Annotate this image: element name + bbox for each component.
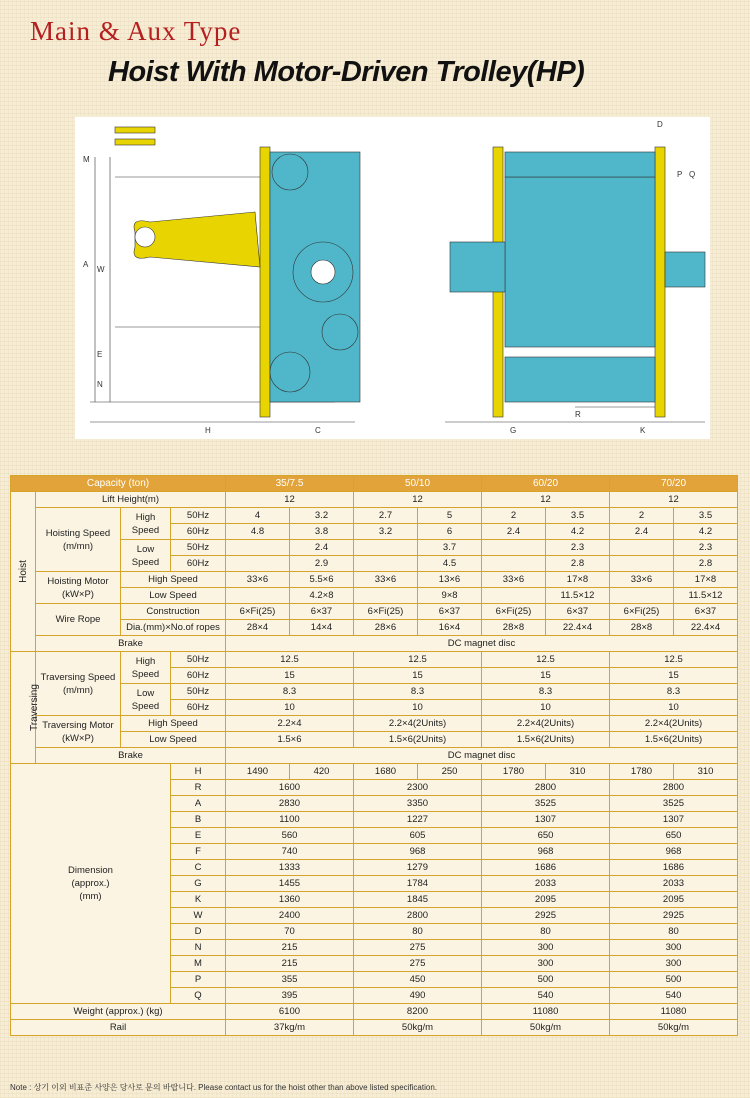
cell: 12 [226,492,354,508]
dim-key: E [171,828,226,844]
cell: 968 [482,844,610,860]
cell: 4.2 [674,524,738,540]
table-row [11,1004,738,1020]
cell [226,540,290,556]
cell: 215 [226,940,354,956]
cell: 2.3 [546,540,610,556]
cell: 5 [418,508,482,524]
cell: 1333 [226,860,354,876]
table-row [11,684,738,700]
traversing-section-label: Traversing [11,652,36,764]
cell: 1.5×6(2Units) [610,732,738,748]
table-row [11,540,738,556]
cell: 3.2 [290,508,354,524]
cell: 300 [610,940,738,956]
weight-label: Weight (approx.) (kg) [11,1004,226,1020]
cell: 6×Fi(25) [226,604,290,620]
label-m: M [83,155,90,164]
hoisting-speed-label: Hoisting Speed (m/mn) [36,508,121,572]
brake-label: Brake [36,636,226,652]
cell: 33×6 [226,572,290,588]
dim-key: D [171,924,226,940]
cell: 1100 [226,812,354,828]
cell: 12.5 [482,652,610,668]
cell: 1.5×6 [226,732,354,748]
cell: 275 [354,956,482,972]
cell: 395 [226,988,354,1004]
cell: 3.7 [418,540,482,556]
cell: 2.2×4(2Units) [354,716,482,732]
hz-label: 50Hz [171,684,226,700]
hoist-section-label: Hoist [11,492,36,652]
cell: DC magnet disc [226,636,738,652]
cell: 37kg/m [226,1020,354,1036]
cell: 11080 [482,1004,610,1020]
cell: 740 [226,844,354,860]
cell: 1680 [354,764,418,780]
cell [354,556,418,572]
cell: 2095 [610,892,738,908]
cell: 28×4 [226,620,290,636]
capacity-2: 50/10 [354,476,482,492]
brake-label: Brake [36,748,226,764]
dim-key: H [171,764,226,780]
table-row [11,1020,738,1036]
cell: 10 [482,700,610,716]
high-speed-label: High Speed [121,716,226,732]
cell: 540 [482,988,610,1004]
low-speed-label: Low Speed [121,588,226,604]
cell: 11.5×12 [674,588,738,604]
front-view [445,120,705,435]
cell: 3.5 [674,508,738,524]
hoist-drawing [75,117,710,439]
wire-rope-label: Wire Rope [36,604,121,636]
cell: 4.8 [226,524,290,540]
cell: 13×6 [418,572,482,588]
table-row [11,604,738,620]
cell: 12.5 [354,652,482,668]
capacity-4: 70/20 [610,476,738,492]
high-speed-label: High Speed [121,572,226,588]
cell: 4.5 [418,556,482,572]
cell: 4.2×8 [290,588,354,604]
dim-key: P [171,972,226,988]
cell: 9×8 [418,588,482,604]
label-k: K [640,426,646,435]
cell: 968 [354,844,482,860]
label-g: G [510,426,517,435]
cell [354,540,418,556]
dim-key: G [171,876,226,892]
cell: 3.2 [354,524,418,540]
low-speed-label: Low Speed [121,732,226,748]
table-row [11,508,738,524]
label-w: W [97,265,105,274]
cell: 300 [482,956,610,972]
low-speed-label: Low Speed [121,684,171,716]
capacity-3: 60/20 [482,476,610,492]
label-q: Q [689,170,696,179]
cell: 50kg/m [482,1020,610,1036]
cell: 11080 [610,1004,738,1020]
cell: 6×Fi(25) [610,604,674,620]
hoisting-motor-label: Hoisting Motor (kW×P) [36,572,121,604]
cell: 2095 [482,892,610,908]
table-row [11,492,738,508]
cell: 650 [610,828,738,844]
cell: 2033 [610,876,738,892]
cell: 28×6 [354,620,418,636]
cell: 540 [610,988,738,1004]
table-row [11,764,738,780]
cell: 300 [610,956,738,972]
hz-label: 60Hz [171,556,226,572]
cell [610,556,674,572]
hz-label: 60Hz [171,700,226,716]
cell: 6×37 [546,604,610,620]
cell: 605 [354,828,482,844]
traversing-speed-label: Traversing Speed (m/mn) [36,652,121,716]
cell: 6 [418,524,482,540]
cell: 80 [610,924,738,940]
cell: 2.3 [674,540,738,556]
cell: 275 [354,940,482,956]
cell: 5.5×6 [290,572,354,588]
cell: 33×6 [482,572,546,588]
cell: 3350 [354,796,482,812]
table-row [11,572,738,588]
cell: 1686 [610,860,738,876]
cell: 310 [674,764,738,780]
capacity-label: Capacity (ton) [11,476,226,492]
cell: 1227 [354,812,482,828]
cell: 80 [482,924,610,940]
table-row [11,620,738,636]
cell: 28×8 [610,620,674,636]
cell: 420 [290,764,354,780]
hz-label: 50Hz [171,540,226,556]
cell: 2 [482,508,546,524]
cell: 3.8 [290,524,354,540]
cell [354,588,418,604]
cell: 500 [482,972,610,988]
cell: 1360 [226,892,354,908]
cell: 50kg/m [354,1020,482,1036]
cell: 6×Fi(25) [354,604,418,620]
cell: 1600 [226,780,354,796]
cell: 650 [482,828,610,844]
footnote: Note : 상기 이외 비표준 사양은 당사로 문의 바랍니다. Please contact us for the hoist other than above listed specification. [10,1083,437,1092]
dim-key: N [171,940,226,956]
dia-label: Dia.(mm)×No.of ropes [121,620,226,636]
cell: 2.9 [290,556,354,572]
lift-height-label: Lift Height(m) [36,492,226,508]
cell: 33×6 [610,572,674,588]
cell: 8.3 [226,684,354,700]
cell: 250 [418,764,482,780]
cell: 15 [482,668,610,684]
cell: 1.5×6(2Units) [482,732,610,748]
cell: 2400 [226,908,354,924]
cell: 215 [226,956,354,972]
table-row [11,732,738,748]
cell: 15 [226,668,354,684]
table-row [11,636,738,652]
cell: 2.4 [290,540,354,556]
cell: 1455 [226,876,354,892]
hz-label: 50Hz [171,508,226,524]
cell: 2.2×4 [226,716,354,732]
cell: 2.7 [354,508,418,524]
cell: 1.5×6(2Units) [354,732,482,748]
cell: 10 [354,700,482,716]
label-d: D [657,120,663,129]
cell: 17×8 [674,572,738,588]
high-speed-label: High Speed [121,652,171,684]
hz-label: 50Hz [171,652,226,668]
cell [482,588,546,604]
cell: 10 [226,700,354,716]
cell: 2.4 [482,524,546,540]
cell: 4 [226,508,290,524]
cell: 6×37 [418,604,482,620]
cell: 80 [354,924,482,940]
cell: 2.8 [546,556,610,572]
construction-label: Construction [121,604,226,620]
cell: DC magnet disc [226,748,738,764]
cell: 2.4 [610,524,674,540]
cell: 2925 [610,908,738,924]
cell [610,540,674,556]
cell: 33×6 [354,572,418,588]
dim-key: Q [171,988,226,1004]
dim-key: A [171,796,226,812]
cell: 16×4 [418,620,482,636]
cell: 490 [354,988,482,1004]
cell: 2.2×4(2Units) [482,716,610,732]
cell [226,588,290,604]
dim-key: R [171,780,226,796]
cell: 2.2×4(2Units) [610,716,738,732]
cell: 1784 [354,876,482,892]
label-a: A [83,260,89,269]
high-speed-label: High Speed [121,508,171,540]
cell: 14×4 [290,620,354,636]
cell: 1845 [354,892,482,908]
cell: 2300 [354,780,482,796]
low-speed-label: Low Speed [121,540,171,572]
dimension-label: Dimension (approx.) (mm) [11,764,171,1004]
cell: 1279 [354,860,482,876]
cell: 1307 [482,812,610,828]
cell: 12 [610,492,738,508]
cell: 22.4×4 [546,620,610,636]
cell: 15 [610,668,738,684]
cell: 50kg/m [610,1020,738,1036]
cell: 500 [610,972,738,988]
cell: 12.5 [610,652,738,668]
side-view [83,127,360,435]
cell: 2830 [226,796,354,812]
cell: 1780 [482,764,546,780]
dim-key: B [171,812,226,828]
capacity-1: 35/7.5 [226,476,354,492]
cell: 1490 [226,764,290,780]
cell: 15 [354,668,482,684]
cell: 2800 [482,780,610,796]
cell: 11.5×12 [546,588,610,604]
page-title: Hoist With Motor-Driven Trolley(HP) [108,56,585,88]
cell: 2033 [482,876,610,892]
cell [226,556,290,572]
cell: 2 [610,508,674,524]
table-row [11,716,738,732]
cell: 2800 [354,908,482,924]
table-row [11,588,738,604]
cell: 6×37 [674,604,738,620]
rail-label: Rail [11,1020,226,1036]
cell: 3525 [610,796,738,812]
label-c: C [315,426,321,435]
dim-key: C [171,860,226,876]
cell: 6×37 [290,604,354,620]
cell: 2925 [482,908,610,924]
cell: 12 [482,492,610,508]
cell: 3525 [482,796,610,812]
dim-key: K [171,892,226,908]
cell: 2.8 [674,556,738,572]
cell: 8.3 [610,684,738,700]
cell: 355 [226,972,354,988]
hz-label: 60Hz [171,668,226,684]
cell: 1780 [610,764,674,780]
cell: 8.3 [482,684,610,700]
cell: 17×8 [546,572,610,588]
table-row [11,652,738,668]
cell: 300 [482,940,610,956]
subtitle: Main & Aux Type [30,16,242,46]
dim-key: M [171,956,226,972]
table-header-row [11,476,738,492]
dim-key: W [171,908,226,924]
cell: 12.5 [226,652,354,668]
cell: 450 [354,972,482,988]
cell: 6×Fi(25) [482,604,546,620]
cell: 70 [226,924,354,940]
cell: 12 [354,492,482,508]
traversing-motor-label: Traversing Motor (kW×P) [36,716,121,748]
cell: 8200 [354,1004,482,1020]
cell: 3.5 [546,508,610,524]
label-r: R [575,410,581,419]
cell [610,588,674,604]
label-h: H [205,426,211,435]
hz-label: 60Hz [171,524,226,540]
cell: 2800 [610,780,738,796]
cell: 8.3 [354,684,482,700]
cell: 560 [226,828,354,844]
cell: 310 [546,764,610,780]
cell: 1686 [482,860,610,876]
cell [482,540,546,556]
cell: 28×8 [482,620,546,636]
cell [482,556,546,572]
cell: 1307 [610,812,738,828]
table-row [11,748,738,764]
cell: 968 [610,844,738,860]
spec-table [10,475,738,1036]
cell: 6100 [226,1004,354,1020]
cell: 4.2 [546,524,610,540]
label-n: N [97,380,103,389]
label-e: E [97,350,103,359]
dim-key: F [171,844,226,860]
cell: 22.4×4 [674,620,738,636]
cell: 10 [610,700,738,716]
label-p: P [677,170,683,179]
